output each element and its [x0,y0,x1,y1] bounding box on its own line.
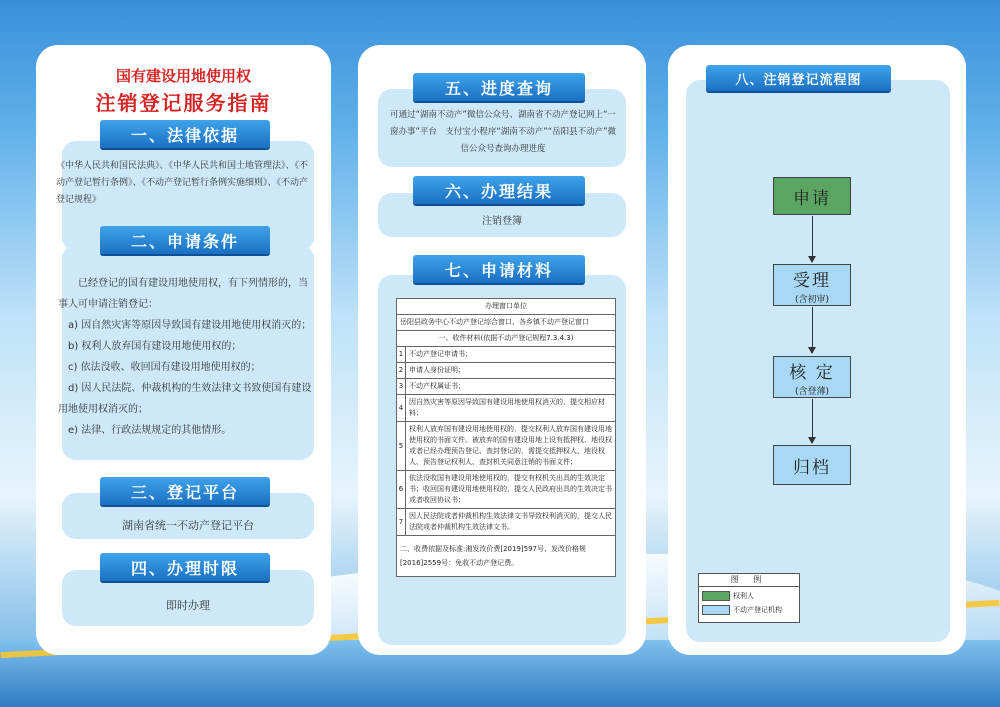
legend-title: 图 例 [699,574,799,587]
table-row [397,331,616,347]
fee-cell: 二、收费依据及标准:湘发改价费[2019]597号、发改价格规[2016]2559号：免收不动产登记费。 [397,536,616,577]
table-row [397,363,616,379]
flow-node-approve-sub: (含登薄) [794,386,830,397]
legal-basis-heading: 一、法律依据 [100,120,270,148]
flow-node-accept-sub: (含初审) [794,294,830,305]
conditions-item-d: d) 因人民法院、仲裁机构的生效法律文书致使国有建设用地使用权消灭的； [58,383,312,415]
item-num: 4 [397,395,406,422]
item-text: 不动产权属证书； [406,379,616,395]
flow-arrow-1 [812,216,813,262]
table-row [397,379,616,395]
item-num: 7 [397,509,406,536]
page-title-line1: 国有建设用地使用权 [115,67,251,85]
materials-table [396,298,616,577]
collect-header-cell: 一、收件材料(依据不动产登记规程7.3.4.3) [397,331,616,347]
legend-item [699,604,799,616]
item-num: 3 [397,379,406,395]
flow-node-approve-label: 核 定 [789,362,835,383]
legend-label: 不动产登记机构 [733,606,782,614]
conditions-item-c: c) 依法没收、收回国有建设用地使用权的； [68,362,261,373]
item-text: 权利人放弃国有建设用地使用权的，提交权利人放弃国有建设用地使用权的书面文件。被放弃的国有建设用地上设有抵押权、地役权或者已经办理预告登记、查封登记的，需提交抵押权人、地役权人、预告登记权利人、查封机关同意注销的书面文件； [406,422,616,471]
table-row [397,395,616,422]
conditions-text [58,273,313,441]
item-num: 5 [397,422,406,471]
time-limit-text: 即时办理 [166,599,210,612]
flow-node-accept [773,264,851,306]
legal-basis-text: 《中华人民共和国民法典》、《中华人民共和国土地管理法》、《不动产登记暂行条例》、《不动产登记暂行条例实施细则》、《不动产登记规程》 [56,161,309,205]
conditions-heading: 二、申请条件 [100,226,270,254]
window-value-cell: 岳阳县政务中心不动产登记综合窗口、各乡镇不动产登记窗口 [397,315,616,331]
platform-text: 湖南省统一不动产登记平台 [122,519,254,532]
table-row [397,509,616,536]
conditions-intro: 已经登记的国有建设用地使用权，有下列情形的，当事人可申请注销登记： [58,278,308,310]
conditions-item-b: b) 权利人放弃国有建设用地使用权的； [68,341,242,352]
flow-node-apply-label: 申请 [793,188,831,209]
item-text: 申请人身份证明； [406,363,616,379]
legend [698,573,800,623]
table-row [397,315,616,331]
item-text: 因自然灾害等原因导致国有建设用地使用权消灭的，提交相应材料； [406,395,616,422]
conditions-item-e: e) 法律、行政法规规定的其他情形。 [68,425,232,436]
table-row [397,299,616,315]
flow-node-archive [773,445,851,485]
item-num: 1 [397,347,406,363]
result-heading: 六、办理结果 [413,176,585,204]
progress-text: 可通过“湖南不动产”微信公众号、湖南省不动产登记网上“一窗办事”平台 支付宝小程序“湖南不动产”“岳阳县不动产”微信公众号查询办理进度 [389,110,617,154]
table-row [397,536,616,577]
item-text: 依法没收国有建设用地使用权的，提交有权机关出具的生效决定书；收回国有建设用地使用权的，提交人民政府出具的生效决定书或者收回协议书； [406,471,616,509]
platform-heading: 三、登记平台 [100,477,270,505]
flow-arrow-2 [812,307,813,353]
flow-node-approve [773,356,851,398]
materials-heading: 七、申请材料 [413,255,585,283]
item-num: 6 [397,471,406,509]
flow-node-accept-label: 受理 [793,270,831,291]
panel-left [36,45,331,655]
flow-node-apply [773,177,851,215]
flow-node-archive-label: 归档 [793,457,831,478]
legend-item [699,590,799,602]
flowchart-heading: 八、注销登记流程图 [706,65,891,91]
progress-heading: 五、进度查询 [413,73,585,101]
conditions-item-a: a) 因自然灾害等原因导致国有建设用地使用权消灭的； [68,320,312,331]
item-num: 2 [397,363,406,379]
panel-right [668,45,966,655]
legend-label: 权利人 [733,592,754,600]
time-limit-heading: 四、办理时限 [100,553,270,581]
legend-swatch-applicant [702,591,730,601]
panel-middle [358,45,646,655]
window-header-cell: 办理窗口单位 [397,299,616,315]
page-title-line2: 注销登记服务指南 [95,91,272,115]
item-text: 不动产登记申请书； [406,347,616,363]
item-text: 因人民法院或者仲裁机构生效法律文书导致权利消灭的，提交人民法院或者仲裁机构生效法律文书。 [406,509,616,536]
table-row [397,471,616,509]
result-text: 注销登簿 [482,216,522,227]
flow-arrow-3 [812,399,813,443]
legend-swatch-agency [702,605,730,615]
table-row [397,347,616,363]
table-row [397,422,616,471]
